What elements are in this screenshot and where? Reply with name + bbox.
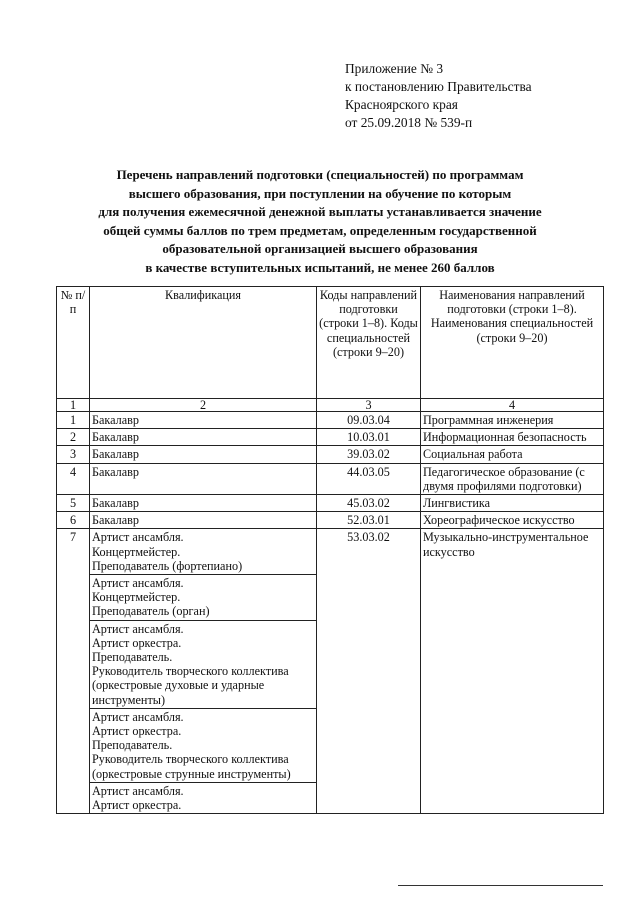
row-num: 2 (57, 429, 90, 446)
row-name: Педагогическое образование (с двумя профилями подготовки) (421, 463, 604, 494)
table-row (57, 495, 604, 512)
table-row (57, 463, 604, 494)
row-code: 45.03.02 (317, 495, 421, 512)
row-qualification: Бакалавр (90, 463, 317, 494)
appendix-line: к постановлению Правительства (345, 79, 532, 94)
header-num: № п/п (57, 287, 90, 399)
qualification-line: Артист ансамбля. (92, 783, 184, 798)
title-line: образовательной организацией высшего образования (162, 241, 478, 257)
appendix-line: Красноярского края (345, 97, 458, 112)
appendix-line: от 25.09.2018 № 539-п (345, 115, 473, 130)
table-row (57, 529, 604, 575)
table-row (57, 446, 604, 463)
appendix-line: Приложение № 3 (345, 61, 444, 76)
row-qualification-group (90, 529, 317, 575)
row-qualification: Бакалавр (90, 446, 317, 463)
row-name: Лингвистика (421, 495, 604, 512)
row-name: Хореографическое искусство (421, 512, 604, 529)
row-num: 4 (57, 463, 90, 494)
qualification-line: инструменты) (92, 692, 166, 707)
qualification-line: Артист ансамбля. (92, 530, 184, 545)
title-line: Перечень направлений подготовки (специальностей) по программам (116, 167, 524, 182)
row-num: 5 (57, 495, 90, 512)
qualification-line: Артист оркестра. (92, 724, 182, 739)
index-cell: 1 (57, 399, 90, 412)
document-title (40, 166, 600, 278)
row-code: 10.03.01 (317, 429, 421, 446)
title-line: высшего образования, при поступлении на обучение по которым (128, 185, 512, 201)
row-qualification-group (90, 620, 317, 708)
qualification-line: Руководитель творческого коллектива (92, 752, 289, 767)
row-qualification: Бакалавр (90, 412, 317, 429)
qualification-line: Артист оркестра. (92, 798, 182, 813)
qualification-line: Артист ансамбля. (92, 709, 184, 724)
row-qualification: Бакалавр (90, 495, 317, 512)
row-num: 3 (57, 446, 90, 463)
row-qualification-group (90, 782, 317, 813)
row-name: Социальная работа (421, 446, 604, 463)
title-line: общей суммы баллов по трем предметам, определенным государственной (103, 222, 537, 238)
title-line: для получения ежемесячной денежной выплаты устанавливается значение (98, 204, 542, 220)
header-names: Наименования направлений подготовки (строки 1–8). Наименования специальностей (строки 9–20) (421, 287, 604, 399)
row-name: Музыкально-инструментальное искусство (421, 529, 604, 814)
row-num: 6 (57, 512, 90, 529)
bottom-rule (398, 885, 603, 886)
specialties-table (56, 286, 604, 814)
row-code: 53.03.02 (317, 529, 421, 814)
header-codes: Коды направлений подготовки (строки 1–8). Коды специальностей (строки 9–20) (317, 287, 421, 399)
qualification-line: Концертмейстер. (92, 590, 181, 605)
row-code: 09.03.04 (317, 412, 421, 429)
qualification-line: Преподаватель (орган) (92, 604, 210, 619)
index-cell: 2 (90, 399, 317, 412)
row-qualification: Бакалавр (90, 429, 317, 446)
index-cell: 3 (317, 399, 421, 412)
qualification-line: Артист ансамбля. (92, 576, 184, 591)
column-index-row (57, 399, 604, 412)
row-code: 52.03.01 (317, 512, 421, 529)
table-row (57, 412, 604, 429)
row-qualification: Бакалавр (90, 512, 317, 529)
qualification-line: Руководитель творческого коллектива (92, 664, 289, 679)
table-header-row (57, 287, 604, 399)
row-qualification-group (90, 708, 317, 782)
row-name: Программная инженерия (421, 412, 604, 429)
index-cell: 4 (421, 399, 604, 412)
row-num: 1 (57, 412, 90, 429)
qualification-line: Концертмейстер. (92, 544, 181, 559)
row-num: 7 (57, 529, 90, 814)
qualification-line: Артист оркестра. (92, 635, 182, 650)
qualification-line: (оркестровые духовые и ударные (92, 678, 265, 693)
table-row (57, 512, 604, 529)
qualification-line: (оркестровые струнные инструменты) (92, 766, 291, 781)
table-row (57, 429, 604, 446)
header-qualification: Квалификация (90, 287, 317, 399)
appendix-block (345, 60, 532, 132)
qualification-line: Артист ансамбля. (92, 621, 184, 636)
row-code: 39.03.02 (317, 446, 421, 463)
row-code: 44.03.05 (317, 463, 421, 494)
row-name: Информационная безопасность (421, 429, 604, 446)
row-qualification-group (90, 575, 317, 621)
qualification-line: Преподаватель. (92, 650, 173, 665)
qualification-line: Преподаватель (фортепиано) (92, 558, 243, 573)
title-line: в качестве вступительных испытаний, не менее 260 баллов (145, 259, 495, 275)
qualification-line: Преподаватель. (92, 738, 173, 753)
